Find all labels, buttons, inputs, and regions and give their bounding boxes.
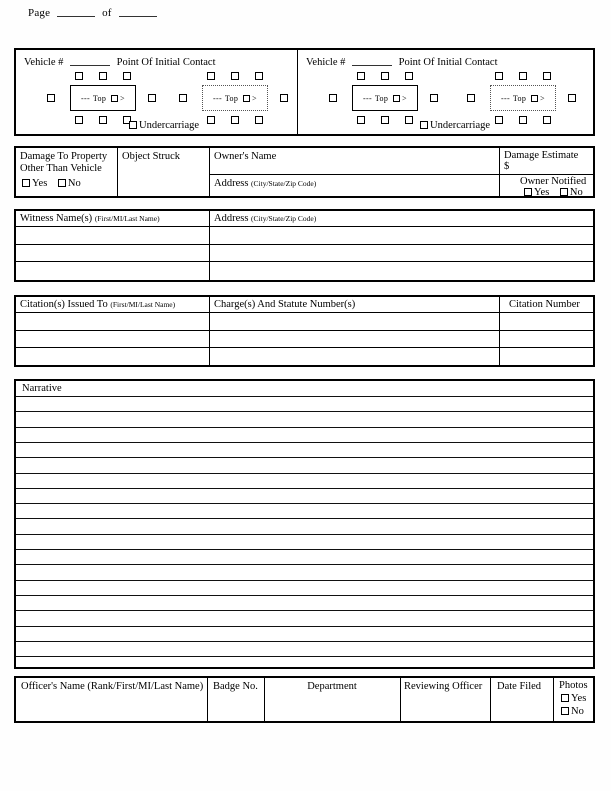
car-direction-arrow: > — [402, 93, 407, 103]
of-word: of — [102, 7, 112, 19]
contact-point-bottom-center[interactable] — [99, 116, 107, 124]
contact-point-top-center[interactable] — [99, 72, 107, 80]
officer-section — [14, 676, 595, 723]
narrative-line — [16, 518, 593, 519]
vehicle-1-car-outline-dashed — [202, 85, 268, 111]
contact-point-bottom-left[interactable] — [207, 116, 215, 124]
page-word: Page — [28, 7, 51, 19]
vehicle-2-title — [306, 55, 498, 68]
vehicle-2-diagram-dashed — [464, 72, 582, 124]
narrative-line — [16, 427, 593, 428]
car-top-label: Top — [512, 93, 527, 103]
narrative-line — [16, 488, 593, 489]
narrative-line — [16, 595, 593, 596]
contact-point-top-left[interactable] — [75, 72, 83, 80]
narrative-line — [16, 534, 593, 535]
photos-yes-label: Yes — [571, 693, 587, 704]
contact-point-top-right[interactable] — [543, 72, 551, 80]
owner-notified-choices — [524, 187, 583, 198]
car-top-label: Top — [224, 93, 239, 103]
narrative-line — [16, 656, 593, 657]
photos-no-label: No — [571, 706, 584, 717]
car-direction-arrow: > — [252, 93, 257, 103]
badge-no-label: Badge No. — [213, 681, 258, 692]
narrative-line — [16, 610, 593, 611]
narrative-label: Narrative — [22, 383, 62, 394]
citation-charges-header: Charge(s) And Statute Number(s) — [214, 299, 356, 310]
witness-row-line-2 — [16, 261, 593, 262]
citation-row-line-2 — [16, 347, 593, 348]
damage-no-label: No — [67, 178, 81, 189]
narrative-line — [16, 564, 593, 565]
witness-section — [14, 209, 595, 282]
contact-point-top-left[interactable] — [207, 72, 215, 80]
date-filed-label: Date Filed — [497, 681, 542, 692]
undercarriage-label: Undercarriage — [430, 120, 491, 131]
photos-no-row — [561, 706, 584, 717]
owner-notified-yes-label: Yes — [534, 187, 550, 198]
vehicle-panel-1 — [16, 50, 297, 134]
reviewing-officer-label: Reviewing Officer — [404, 681, 483, 692]
department-label: Department — [307, 681, 357, 692]
vehicle-1-car-outline — [70, 85, 136, 111]
contact-point-top-center[interactable] — [381, 72, 389, 80]
witness-address-hint: (City/State/Zip Code) — [251, 214, 317, 223]
contact-point-bottom-left[interactable] — [357, 116, 365, 124]
citation-number-header: Citation Number — [509, 299, 580, 310]
narrative-section[interactable] — [14, 379, 595, 669]
contact-point-top-right[interactable] — [123, 72, 131, 80]
contact-point-center[interactable] — [111, 95, 118, 102]
narrative-line — [16, 411, 593, 412]
car-dash-marker: --- — [81, 93, 90, 103]
witness-address-header-text: Address — [214, 213, 249, 224]
owner-address-label-text: Address — [214, 178, 249, 189]
vehicle-2-car-outline-dashed — [490, 85, 556, 111]
witness-name-hint: (First/MI/Last Name) — [94, 214, 160, 223]
undercarriage-checkbox[interactable] — [420, 121, 428, 129]
contact-point-top-right[interactable] — [255, 72, 263, 80]
vehicle-2-car-outline — [352, 85, 418, 111]
vehicle-1-undercarriage-row — [129, 120, 199, 131]
contact-point-top-right[interactable] — [405, 72, 413, 80]
object-struck-value[interactable] — [122, 168, 206, 196]
owner-address-label — [214, 178, 316, 190]
citation-issued-to-hint: (First/MI/Last Name) — [110, 300, 176, 309]
officer-name-label: Officer's Name (Rank/First/MI/Last Name) — [21, 681, 204, 692]
witness-address-header — [214, 213, 316, 225]
contact-point-left[interactable] — [329, 94, 337, 102]
car-top-label: Top — [92, 93, 107, 103]
contact-point-bottom-center[interactable] — [519, 116, 527, 124]
contact-point-left[interactable] — [179, 94, 187, 102]
owner-notified-no-checkbox[interactable] — [560, 188, 568, 196]
contact-point-left[interactable] — [467, 94, 475, 102]
contact-point-top-left[interactable] — [495, 72, 503, 80]
witness-header-underline — [16, 226, 593, 227]
photos-label: Photos — [559, 680, 588, 691]
vehicle-2-poc-label: Point Of Initial Contact — [398, 57, 498, 68]
narrative-line — [16, 457, 593, 458]
vehicle-1-diagram-dashed — [176, 72, 294, 124]
divider-damage-object — [117, 148, 118, 196]
divider-officer-badge — [207, 678, 208, 721]
divider-object-owner — [209, 148, 210, 196]
contact-point-bottom-center[interactable] — [381, 116, 389, 124]
damage-estimate-currency: $ — [504, 161, 510, 172]
contact-point-center[interactable] — [531, 95, 538, 102]
car-top-label: Top — [374, 93, 389, 103]
damage-to-property-label-line1: Damage To Property — [20, 151, 108, 162]
damage-estimate-label: Damage Estimate — [504, 150, 579, 161]
contact-point-right[interactable] — [430, 94, 438, 102]
damage-no-checkbox[interactable] — [58, 179, 66, 187]
citation-issued-to-header-text: Citation(s) Issued To — [20, 299, 108, 310]
divider-citation-charges-number — [499, 297, 500, 365]
undercarriage-label: Undercarriage — [139, 120, 200, 131]
contact-point-center[interactable] — [393, 95, 400, 102]
vehicle-1-number-input[interactable] — [70, 55, 110, 66]
witness-name-header-text: Witness Name(s) — [20, 213, 93, 224]
vehicle-1-title — [24, 55, 216, 68]
narrative-line — [16, 442, 593, 443]
contact-point-bottom-right[interactable] — [405, 116, 413, 124]
divider-owner-address — [209, 174, 593, 175]
divider-date-photos — [553, 678, 554, 721]
divider-owner-estimate — [499, 148, 500, 196]
citation-row-line-1 — [16, 330, 593, 331]
damage-yes-label: Yes — [32, 178, 48, 189]
divider-reviewing-date — [490, 678, 491, 721]
car-dash-marker: --- — [363, 93, 372, 103]
divider-witness-columns — [209, 211, 210, 280]
owner-address-hint: (City/State/Zip Code) — [251, 179, 317, 188]
vehicle-2-label: Vehicle # — [306, 57, 346, 68]
vehicle-2-diagram-solid — [326, 72, 444, 124]
contact-point-left[interactable] — [47, 94, 55, 102]
car-direction-arrow: > — [540, 93, 545, 103]
contact-point-top-center[interactable] — [519, 72, 527, 80]
citation-header-underline — [16, 312, 593, 313]
vehicle-panel-2 — [298, 50, 593, 134]
object-struck-label: Object Struck — [122, 151, 181, 162]
undercarriage-checkbox[interactable] — [129, 121, 137, 129]
owner-name-label: Owner's Name — [214, 151, 277, 162]
narrative-line — [16, 641, 593, 642]
contact-point-bottom-left[interactable] — [75, 116, 83, 124]
page-number-input[interactable] — [57, 6, 95, 17]
photos-no-checkbox[interactable] — [561, 707, 569, 715]
owner-notified-label: Owner Notified — [520, 176, 587, 187]
narrative-line — [16, 580, 593, 581]
narrative-ruled-lines — [16, 381, 593, 667]
contact-point-right[interactable] — [280, 94, 288, 102]
contact-point-bottom-right[interactable] — [255, 116, 263, 124]
narrative-line — [16, 473, 593, 474]
contact-point-right[interactable] — [148, 94, 156, 102]
photos-yes-row — [561, 693, 586, 704]
vehicle-1-poc-label: Point Of Initial Contact — [116, 57, 216, 68]
damage-to-property-choices — [22, 178, 81, 189]
vehicle-2-undercarriage-row — [420, 120, 490, 131]
divider-badge-department — [264, 678, 265, 721]
vehicle-2-number-input[interactable] — [352, 55, 392, 66]
property-damage-section — [14, 146, 595, 198]
contact-point-top-left[interactable] — [357, 72, 365, 80]
witness-name-header — [20, 213, 160, 225]
contact-point-bottom-center[interactable] — [231, 116, 239, 124]
damage-yes-checkbox[interactable] — [22, 179, 30, 187]
witness-row-line-1 — [16, 244, 593, 245]
car-dash-marker: --- — [501, 93, 510, 103]
narrative-line — [16, 503, 593, 504]
vehicle-1-diagram-solid — [44, 72, 162, 124]
car-direction-arrow: > — [120, 93, 125, 103]
contact-point-top-center[interactable] — [231, 72, 239, 80]
contact-point-right[interactable] — [568, 94, 576, 102]
car-dash-marker: --- — [213, 93, 222, 103]
contact-point-bottom-right[interactable] — [543, 116, 551, 124]
divider-department-reviewing — [400, 678, 401, 721]
damage-to-property-label-line2: Other Than Vehicle — [20, 163, 102, 174]
divider-citation-name-charges — [209, 297, 210, 365]
page-total-input[interactable] — [119, 6, 157, 17]
vehicle-contact-section — [14, 48, 595, 136]
page-number-header — [28, 6, 161, 19]
photos-yes-checkbox[interactable] — [561, 694, 569, 702]
citation-issued-to-header — [20, 299, 175, 311]
narrative-line — [16, 396, 593, 397]
contact-point-center[interactable] — [243, 95, 250, 102]
vehicle-1-label: Vehicle # — [24, 57, 64, 68]
narrative-line — [16, 549, 593, 550]
citation-section — [14, 295, 595, 367]
owner-notified-yes-checkbox[interactable] — [524, 188, 532, 196]
narrative-line — [16, 626, 593, 627]
contact-point-bottom-left[interactable] — [495, 116, 503, 124]
owner-notified-no-label: No — [569, 187, 583, 198]
